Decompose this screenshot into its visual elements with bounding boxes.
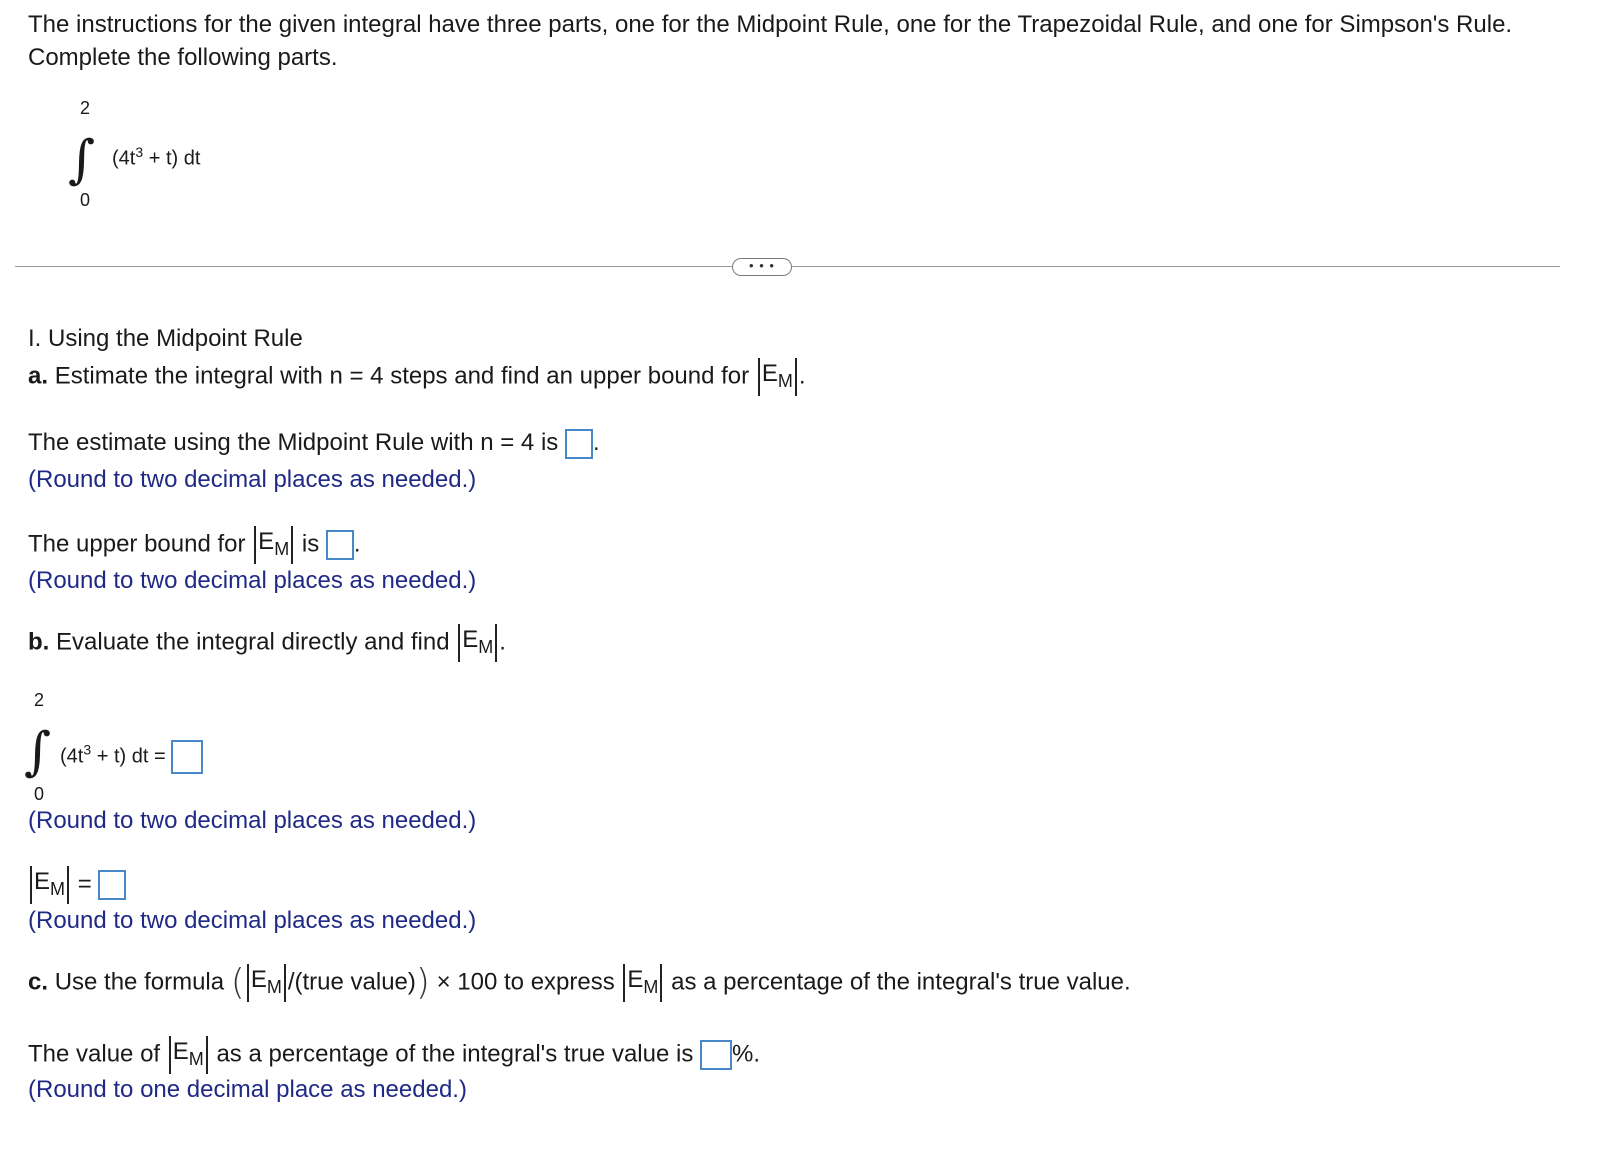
em-symbol: $E_M$ bbox=[462, 625, 494, 657]
integrand-coef: (4t bbox=[112, 147, 136, 170]
part-b-label: b. bbox=[28, 628, 50, 656]
part-b-instruction: b. Evaluate the integral directly and find $E_M$ . bbox=[28, 624, 506, 662]
percent-line bbox=[28, 1036, 760, 1074]
integrand: $(4t^3 + t)$ dt = bbox=[60, 740, 203, 774]
integrand-tail: + t) bbox=[96, 745, 127, 768]
em-equals-line bbox=[28, 866, 126, 904]
integral-sign-icon: ∫ bbox=[68, 130, 96, 190]
upper-bound-line: The upper bound for $E_M$ is . bbox=[28, 526, 361, 564]
percent-sign: %. bbox=[732, 1040, 761, 1068]
round-hint-1: (Round to two decimal places as needed.) bbox=[28, 466, 477, 493]
is-text: is bbox=[301, 530, 320, 558]
em-symbol: $E_M$ bbox=[627, 965, 659, 997]
integral-upper-limit: 2 bbox=[80, 98, 91, 118]
round-hint-4: (Round to two decimal places as needed.) bbox=[28, 907, 477, 934]
integral-upper-limit: 2 bbox=[34, 690, 45, 710]
evaluate-integral bbox=[20, 688, 280, 808]
em-symbol: $E_M$ bbox=[250, 965, 282, 997]
part-c-text-3: × 100 to express bbox=[436, 968, 615, 996]
abs-bar-left bbox=[758, 358, 760, 396]
integral-lower-limit: 0 bbox=[34, 784, 45, 804]
round-hint-3: (Round to two decimal places as needed.) bbox=[28, 807, 477, 834]
upper-bound-text: The upper bound for bbox=[28, 530, 246, 558]
part-c-text-1: Use the formula bbox=[54, 968, 225, 996]
estimate-text: The estimate using the Midpoint Rule with n = 4 is bbox=[28, 429, 559, 456]
equals-sign: = bbox=[77, 870, 92, 898]
percent-text: as a percentage of the integral's true value is bbox=[216, 1040, 694, 1068]
midpoint-estimate-input[interactable] bbox=[565, 429, 593, 459]
part-a-text: Estimate the integral with n = 4 steps and find an upper bound for bbox=[54, 362, 750, 390]
part-a-instruction: a. Estimate the integral with n = 4 steps and find an upper bound for $E_M$ . bbox=[28, 358, 806, 396]
more-options-button[interactable]: • • • bbox=[732, 258, 792, 276]
integrand-exponent: 3 bbox=[135, 144, 144, 160]
part1-heading bbox=[28, 324, 303, 354]
given-integral bbox=[62, 96, 262, 216]
midpoint-estimate-line: The estimate using the Midpoint Rule with n = 4 is . bbox=[28, 428, 600, 459]
abs-bar-right bbox=[795, 358, 797, 396]
em-symbol: $E_M$ bbox=[761, 359, 793, 391]
em-symbol: $E_M$ bbox=[172, 1037, 204, 1069]
percent-input[interactable] bbox=[700, 1040, 732, 1070]
part-c-text-2: /(true value) bbox=[287, 968, 416, 996]
upper-bound-input[interactable] bbox=[326, 530, 354, 560]
integral-value-input[interactable] bbox=[171, 740, 203, 774]
part-c-text-4: as a percentage of the integral's true value. bbox=[671, 968, 1131, 996]
value-of-text: The value of bbox=[28, 1040, 161, 1068]
integrand bbox=[112, 144, 200, 171]
em-symbol: $E_M$ bbox=[34, 867, 66, 899]
part-c-instruction: c. Use the formula ( $E_M$ /(true value)) × 100 to express $E_M$ as a percentage of the integral's true value. bbox=[28, 962, 1131, 1003]
round-hint-2: (Round to two decimal places as needed.) bbox=[28, 567, 477, 594]
integral-lower-limit: 0 bbox=[80, 190, 91, 210]
instructions-text: The instructions for the given integral have three parts, one for the Midpoint Rule, one for the Trapezoidal Rule, and one for Simpson's Rule. Complete the following parts. bbox=[28, 11, 1513, 71]
em-symbol: $E_M$ bbox=[258, 527, 290, 559]
part-c-label: c. bbox=[28, 968, 49, 996]
em-value-input[interactable] bbox=[98, 870, 126, 900]
part1-heading-text: I. Using the Midpoint Rule bbox=[28, 325, 303, 352]
part-a-label: a. bbox=[28, 362, 49, 390]
dt-equals: dt = bbox=[131, 745, 166, 768]
integral-sign-icon: ∫ bbox=[24, 722, 52, 782]
part-b-text: Evaluate the integral directly and find bbox=[56, 628, 450, 656]
integrand-rest: + t) dt bbox=[148, 147, 201, 170]
round-hint-5: (Round to one decimal place as needed.) bbox=[28, 1076, 467, 1103]
